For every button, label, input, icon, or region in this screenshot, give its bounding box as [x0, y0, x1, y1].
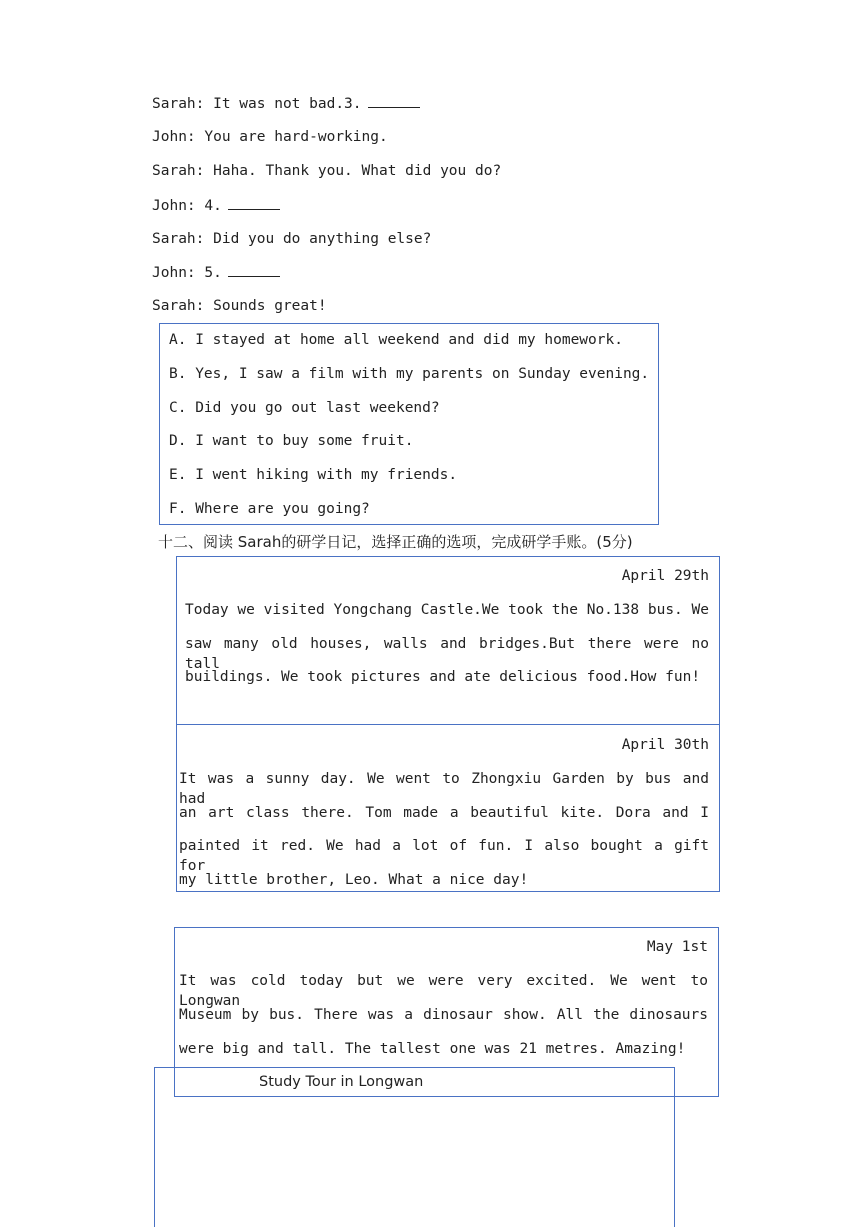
diary-line: It was a sunny day. We went to Zhongxiu Garden by bus and had: [179, 771, 709, 807]
answer-blank-3[interactable]: [368, 93, 420, 108]
diary-line: my little brother, Leo. What a nice day!: [179, 872, 529, 888]
diary-line: Today we visited Yongchang Castle.We took the No.138 bus. We: [185, 602, 709, 618]
dialogue-text: Sarah: Haha. Thank you. What did you do?: [152, 163, 502, 179]
dialogue-line-6: [152, 262, 280, 283]
diary-line: an art class there. Tom made a beautiful kite. Dora and I: [179, 805, 709, 821]
diary-line: painted it red. We had a lot of fun. I also bought a gift for: [179, 838, 709, 874]
answer-blank-5[interactable]: [228, 262, 280, 277]
option-b: B. Yes, I saw a film with my parents on Sunday evening.: [169, 366, 650, 382]
dialogue-text: John: You are hard-working.: [152, 129, 388, 145]
diary-line: were big and tall. The tallest one was 21 metres. Amazing!: [179, 1041, 686, 1057]
diary-line: buildings. We took pictures and ate delicious food.How fun!: [185, 669, 701, 685]
dialogue-line-5: [152, 229, 431, 249]
option-f: F. Where are you going?: [169, 501, 370, 517]
diary-line: It was cold today but we were very excited. We went to Longwan: [179, 973, 708, 1009]
option-a: A. I stayed at home all weekend and did my homework.: [169, 332, 623, 348]
dialogue-text: Sarah: It was not bad.3.: [152, 96, 362, 112]
option-d: D. I want to buy some fruit.: [169, 433, 414, 449]
option-e: E. I went hiking with my friends.: [169, 467, 458, 483]
section-title: 十二、阅读 Sarah的研学日记，选择正确的选项，完成研学手账。(5分): [158, 533, 633, 551]
study-tour-title: Study Tour in Longwan: [259, 1074, 424, 1090]
diary-line: Museum by bus. There was a dinosaur show. All the dinosaurs: [179, 1007, 708, 1023]
dialogue-line-1: [152, 93, 420, 114]
diary-date: April 29th: [621, 568, 709, 584]
options-box: [159, 323, 659, 525]
dialogue-text: John: 4.: [152, 198, 222, 214]
diary-line: saw many old houses, walls and bridges.But there were no tall: [185, 636, 709, 672]
dialogue-text: John: 5.: [152, 265, 222, 281]
dialogue-line-2: [152, 127, 388, 147]
option-c: C. Did you go out last weekend?: [169, 400, 440, 416]
dialogue-text: Sarah: Did you do anything else?: [152, 231, 432, 247]
dialogue-text: Sarah: Sounds great!: [152, 298, 327, 314]
dialogue-line-7: [152, 296, 327, 316]
diary-date: April 30th: [621, 737, 709, 753]
dialogue-line-3: [152, 161, 501, 181]
dialogue-line-4: [152, 195, 280, 216]
answer-blank-4[interactable]: [228, 195, 280, 210]
diary-date: May 1st: [646, 939, 708, 955]
